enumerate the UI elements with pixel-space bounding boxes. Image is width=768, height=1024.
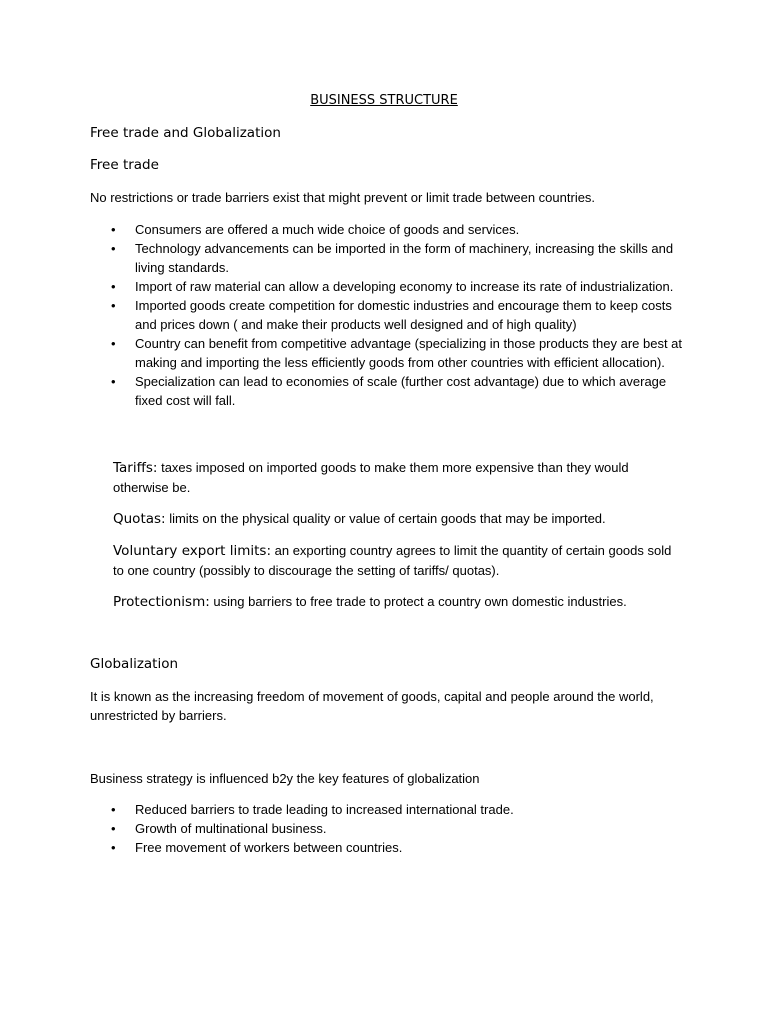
- list-item: • Technology advancements can be imported in the form of machinery, increasing the skills and living standards.: [111, 241, 674, 275]
- bullet-icon: •: [111, 840, 116, 855]
- section-heading-free-trade-globalization: Free trade and Globalization: [90, 125, 281, 141]
- term-definition: taxes imposed on imported goods to make them more expensive than they would otherwise be.: [113, 460, 629, 495]
- term-label: Protectionism:: [113, 594, 210, 610]
- list-item: • Specialization can lead to economies of scale (further cost advantage) due to which average fixed cost will fall.: [111, 374, 667, 408]
- term-label: Tariffs:: [113, 460, 158, 476]
- term-label: Voluntary export limits:: [113, 543, 272, 559]
- bullet-icon: •: [111, 802, 116, 817]
- business-strategy-line: Business strategy is influenced b2y the key features of globalization: [90, 771, 480, 786]
- list-item: • Country can benefit from competitive advantage (specializing in those products they are best at making and importing the less efficiently goods from other countries with efficient allocation).: [111, 336, 683, 370]
- document-title: BUSINESS STRUCTURE: [310, 93, 458, 108]
- free-trade-benefits-list: [90, 220, 690, 410]
- subheading-free-trade: Free trade: [90, 157, 159, 173]
- list-item: • Growth of multinational business.: [111, 821, 327, 836]
- list-item: • Imported goods create competition for domestic industries and encourage them to keep costs and prices down ( and make their products well designed and of high quality): [111, 298, 672, 332]
- term-label: Quotas:: [113, 511, 166, 527]
- bullet-icon: •: [111, 241, 116, 256]
- term-quotas: [113, 509, 683, 529]
- term-tariffs: [113, 458, 683, 497]
- bullet-icon: •: [111, 374, 116, 389]
- globalization-intro: It is known as the increasing freedom of movement of goods, capital and people around the world, unrestricted by barriers.: [90, 689, 654, 723]
- bullet-icon: •: [111, 298, 116, 313]
- list-item: • Import of raw material can allow a developing economy to increase its rate of industrialization.: [111, 279, 674, 294]
- list-item: • Free movement of workers between countries.: [111, 840, 403, 855]
- globalization-features-list: [90, 800, 690, 857]
- section-heading-globalization: Globalization: [90, 656, 179, 672]
- free-trade-intro: No restrictions or trade barriers exist that might prevent or limit trade between countries.: [90, 190, 596, 205]
- list-item: • Reduced barriers to trade leading to increased international trade.: [111, 802, 514, 817]
- term-voluntary-export-limits: [113, 541, 683, 580]
- bullet-icon: •: [111, 821, 116, 836]
- bullet-icon: •: [111, 279, 116, 294]
- term-definition: using barriers to free trade to protect a country own domestic industries.: [209, 594, 627, 609]
- term-protectionism: [113, 592, 683, 612]
- bullet-icon: •: [111, 222, 116, 237]
- list-item: • Consumers are offered a much wide choice of goods and services.: [111, 222, 520, 237]
- term-definition: an exporting country agrees to limit the quantity of certain goods sold to one country (possibly to discourage the setting of tariffs/ quotas).: [113, 543, 672, 578]
- bullet-icon: •: [111, 336, 116, 351]
- term-definition: limits on the physical quality or value of certain goods that may be imported.: [165, 511, 606, 526]
